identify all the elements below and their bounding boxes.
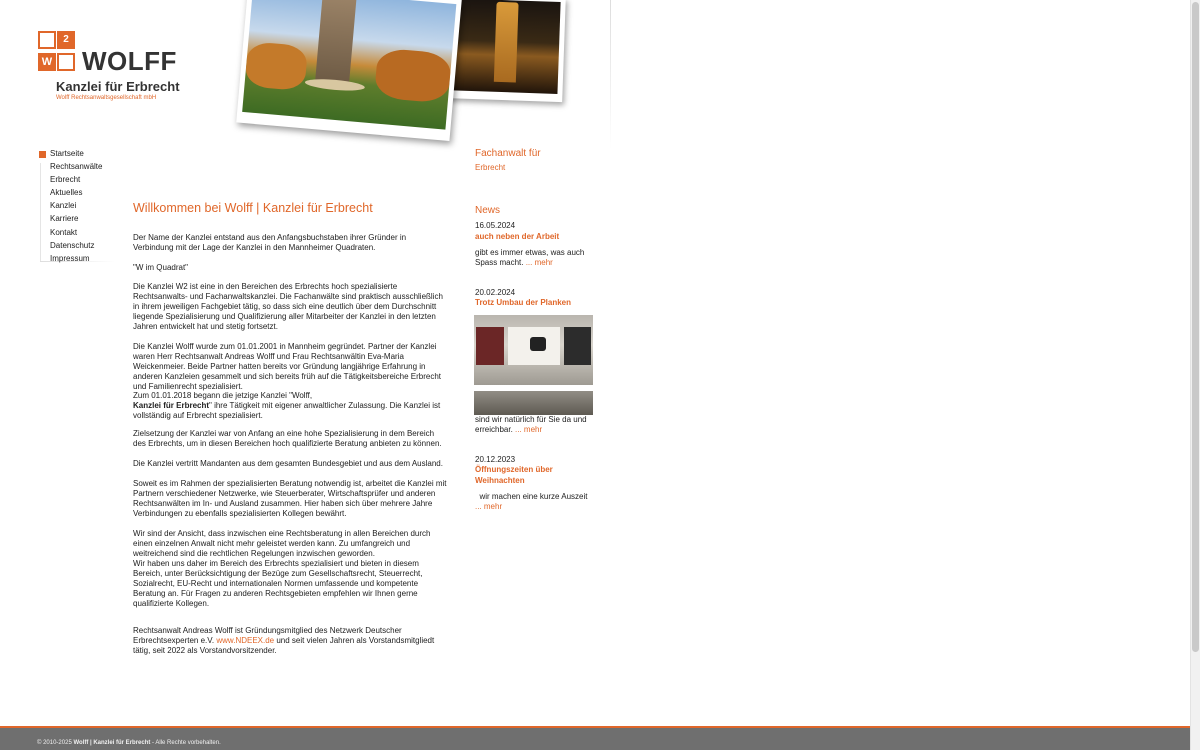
news-title-link[interactable]: Trotz Umbau der Planken (475, 298, 572, 307)
network-paragraph: Soweit es im Rahmen der spezialisierten Beratung notwendig ist, arbeitet die Kanzlei mit Partnern verschiedener Netzwerke, wie Steuerberater, Wirtschaftsprüfer und anderen Rechtsanwälten im In- und Ausland zusammen. Hier haben sich über mehrere Jahre Verbindungen zu ebenfalls spezialisierten Kollegen bewährt. (133, 479, 447, 518)
nav-item-kontakt[interactable]: Kontakt (50, 228, 78, 237)
specialization-paragraph: Die Kanzlei W2 ist eine in den Bereichen des Erbrechts hoch spezialisierte Rechtsanwalts- und Fachanwaltskanzlei. Die Fachanwälte sind praktisch ausschließlich in ihrem jeweiligen Fachgebiet tätig, so dass sich eine deutlich über dem Durchschnitt liegende Spezialisierung und Qualifizierung aller Mitarbeiter der Kanzlei in den letzten Jahren entwickelt hat und stetig fortsetzt. (133, 282, 443, 331)
logo-firm-name: Wolff Rechtsanwaltsgesellschaft mbH (56, 95, 157, 101)
opinion-paragraph: Wir sind der Ansicht, dass inzwischen eine Rechtsberatung in allen Bereichen durch einen einzelnen Anwalt nicht mehr geleistet werden kann. Zu umfangreich und weitreichend sind die rechtlichen Regelungen inzwischen geworden. (133, 529, 431, 558)
nav-divider (40, 163, 41, 261)
fachanwalt-erbrecht-link[interactable]: Erbrecht (475, 163, 506, 172)
news-more-link[interactable]: ... mehr (525, 258, 553, 267)
logo-square-outline-bottom (57, 53, 75, 71)
news-title-link[interactable]: Öffnungszeiten über Weihnachten (475, 465, 553, 485)
nav-item-erbrecht[interactable]: Erbrecht (50, 175, 81, 184)
header-photo-day-tower (236, 0, 462, 141)
active-nav-marker-icon (39, 151, 46, 158)
nav-item-startseite[interactable]: Startseite (50, 149, 84, 158)
focus-paragraph: Wir haben uns daher im Bereich des Erbrechts spezialisiert und bieten in diesem Bereich, unter Berücksichtigung der Bezüge zum Gesellschaftsrecht, Steuerrecht, Sozialrecht, EU-Recht und internationalen Normen umfassende und kompetente Beratung an. Für Fragen zu anderen Rechtsgebieten empfehlen wir Ihnen gerne qualifizierte Kollegen. (133, 559, 423, 608)
fachanwalt-heading: Fachanwalt für (475, 148, 541, 159)
logo-square-outline-top (38, 31, 56, 49)
nav-item-kanzlei[interactable]: Kanzlei (50, 201, 77, 210)
news-date: 16.05.2024 (475, 221, 516, 230)
news-teaser: wir machen eine kurze Auszeit ... mehr (475, 492, 588, 511)
nav-item-datenschutz[interactable]: Datenschutz (50, 241, 95, 250)
logo-subtitle: Kanzlei für Erbrecht (56, 79, 180, 94)
news-date: 20.02.2024 (475, 288, 516, 297)
news-more-link[interactable]: ... mehr (475, 502, 503, 511)
ndeex-link[interactable]: www.NDEEX.de (216, 636, 275, 645)
current-firm-paragraph: Zum 01.01.2018 begann die jetzige Kanzlei "Wolff, Kanzlei für Erbrecht" ihre Tätigkeit mit eigener anwaltlicher Zulassung. Die Kanzlei ist vollständig auf Erbrecht spezialisiert. (133, 391, 441, 420)
nav-item-impressum[interactable]: Impressum (50, 254, 90, 263)
quote-paragraph: "W im Quadrat" (133, 263, 189, 272)
goal-paragraph: Zielsetzung der Kanzlei war von Anfang an eine hohe Spezialisierung in dem Bereich des Erbrechts, um in diesen Bereichen hoch qualifizierte Beratung anbieten zu können. (133, 429, 442, 448)
news-title-link[interactable]: auch neben der Arbeit (475, 232, 560, 241)
footer-copyright: © 2010-2025 Wolff | Kanzlei für Erbrecht - Alle Rechte vorbehalten. (37, 740, 221, 746)
logo-wordmark: WOLFF (82, 46, 177, 76)
scrollbar-thumb[interactable] (1192, 2, 1199, 652)
news-more-link[interactable]: ... mehr (515, 425, 543, 434)
ndeex-paragraph: Rechtsanwalt Andreas Wolff ist Gründungsmitglied des Netzwerk Deutscher Erbrechtsexperten e.V. www.NDEEX.de und seit vielen Jahren als Vorstandsmitgliedt tätig, seit 2022 als Vorstandvorsitzender. (133, 626, 435, 655)
founding-paragraph: Die Kanzlei Wolff wurde zum 01.01.2001 in Mannheim gegründet. Partner der Kanzlei waren Herr Rechtsanwalt Andreas Wolff und Frau Rechtsanwältin Eva-Maria Weickenmeier. Beide Partner hatten bereits vor Gründung langjährige Erfahrung in anderen Kanzleien gesammelt und sich bereits früh auf die Tätigkeitsbereiche Erbrecht und Familienrecht spezialisiert. (133, 342, 442, 391)
news-teaser: gibt es immer etwas, was auch Spass macht. ... mehr (475, 248, 585, 267)
nav-item-rechtsanwaelte[interactable]: Rechtsanwälte (50, 162, 103, 171)
news-teaser: sind wir natürlich für Sie da und erreichbar. ... mehr (475, 415, 587, 434)
content-edge-divider (610, 0, 611, 150)
news-image-planken[interactable] (474, 315, 593, 415)
nav-item-aktuelles[interactable]: Aktuelles (50, 188, 83, 197)
intro-paragraph: Der Name der Kanzlei entstand aus den Anfangsbuchstaben ihrer Gründer in Verbindung mit der Lage der Kanzlei in den Mannheimer Quadraten. (133, 233, 407, 252)
page-title: Willkommen bei Wolff | Kanzlei für Erbrecht (133, 201, 373, 215)
news-date: 20.12.2023 (475, 455, 516, 464)
nav-item-karriere[interactable]: Karriere (50, 214, 79, 223)
logo-square-w: W (38, 53, 56, 71)
logo-square-2: 2 (57, 31, 75, 49)
news-heading: News (475, 205, 501, 216)
clients-paragraph: Die Kanzlei vertritt Mandanten aus dem gesamten Bundesgebiet und aus dem Ausland. (133, 459, 443, 468)
